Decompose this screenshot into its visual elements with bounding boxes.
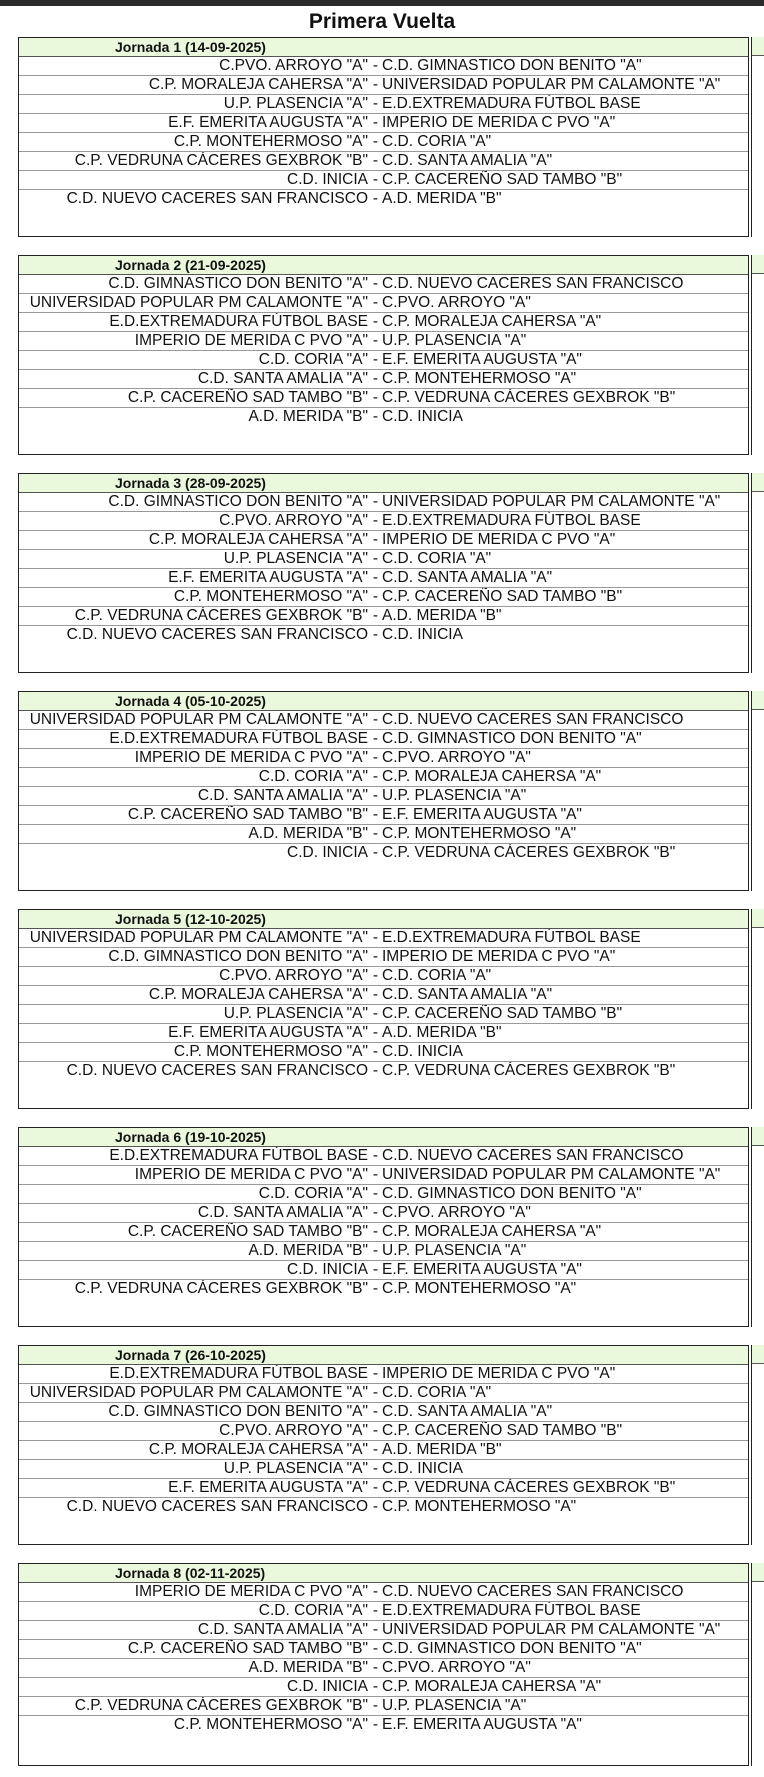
away-team: C.P. VEDRUNA CÁCERES GEXBROK "B"	[382, 844, 676, 861]
match-row	[19, 1223, 748, 1242]
home-team: C.P. MORALEJA CAHERSA "A"	[148, 76, 368, 93]
match-separator: -	[372, 787, 379, 804]
match-separator: -	[372, 588, 379, 605]
match-separator: -	[372, 730, 379, 747]
match-row	[19, 351, 748, 370]
match-separator: -	[372, 190, 379, 207]
cropped-table-header	[752, 1127, 764, 1146]
match-row	[19, 1365, 748, 1384]
match-row	[19, 512, 748, 531]
home-team: U.P. PLASENCIA "A"	[223, 1005, 368, 1022]
match-separator: -	[372, 1659, 379, 1676]
away-team: C.D. SANTA AMALIA "A"	[382, 569, 553, 586]
jornada-table	[18, 691, 749, 891]
match-row	[19, 967, 748, 986]
home-team: C.D. CORIA "A"	[258, 1602, 368, 1619]
match-row	[19, 550, 748, 569]
home-team: C.D. INICIA	[287, 1261, 368, 1278]
away-team: C.P. VEDRUNA CÁCERES GEXBROK "B"	[382, 1062, 676, 1079]
match-row	[19, 1640, 748, 1659]
jornada-header: Jornada 6 (19-10-2025)	[19, 1128, 748, 1147]
match-row	[19, 844, 748, 862]
match-row	[19, 588, 748, 607]
jornada-header: Jornada 7 (26-10-2025)	[19, 1346, 748, 1365]
home-team: C.P. MONTEHERMOSO "A"	[173, 1043, 368, 1060]
cropped-adjacent-table	[751, 909, 764, 1109]
home-team: E.F. EMERITA AUGUSTA "A"	[168, 114, 368, 131]
match-row	[19, 1697, 748, 1716]
home-team: E.D.EXTREMADURA FÚTBOL BASE	[109, 1147, 368, 1164]
match-row	[19, 806, 748, 825]
match-row	[19, 1043, 748, 1062]
match-separator: -	[372, 1365, 379, 1382]
away-team: A.D. MERIDA "B"	[382, 1024, 502, 1041]
match-separator: -	[372, 275, 379, 292]
away-team: E.D.EXTREMADURA FÚTBOL BASE	[382, 95, 641, 112]
match-separator: -	[372, 967, 379, 984]
away-team: E.F. EMERITA AUGUSTA "A"	[382, 806, 582, 823]
match-row	[19, 1498, 748, 1516]
match-separator: -	[372, 152, 379, 169]
match-row	[19, 1242, 748, 1261]
match-separator: -	[372, 171, 379, 188]
home-team: IMPERIO DE MERIDA C PVO "A"	[134, 749, 368, 766]
home-team: C.P. VEDRUNA CÁCERES GEXBROK "B"	[74, 607, 368, 624]
match-separator: -	[372, 1697, 379, 1714]
match-separator: -	[372, 57, 379, 74]
away-team: C.D. NUEVO CACERES SAN FRANCISCO	[382, 1147, 684, 1164]
away-team: U.P. PLASENCIA "A"	[382, 1697, 527, 1714]
match-separator: -	[372, 351, 379, 368]
home-team: C.D. NUEVO CACERES SAN FRANCISCO	[66, 190, 368, 207]
home-team: A.D. MERIDA "B"	[248, 1659, 368, 1676]
match-separator: -	[372, 1602, 379, 1619]
away-team: C.P. MONTEHERMOSO "A"	[382, 370, 577, 387]
away-team: IMPERIO DE MERIDA C PVO "A"	[382, 114, 616, 131]
home-team: UNIVERSIDAD POPULAR PM CALAMONTE "A"	[29, 711, 368, 728]
home-team: UNIVERSIDAD POPULAR PM CALAMONTE "A"	[29, 929, 368, 946]
home-team: A.D. MERIDA "B"	[248, 825, 368, 842]
cropped-table-header	[752, 691, 764, 710]
match-separator: -	[372, 1043, 379, 1060]
cropped-table-header	[752, 37, 764, 56]
home-team: C.P. MORALEJA CAHERSA "A"	[148, 531, 368, 548]
home-team: C.D. NUEVO CACERES SAN FRANCISCO	[66, 1498, 368, 1515]
home-team: C.D. CORIA "A"	[258, 1185, 368, 1202]
away-team: C.D. INICIA	[382, 1460, 463, 1477]
away-team: C.D. GIMNASTICO DON BENITO "A"	[382, 730, 642, 747]
match-row	[19, 787, 748, 806]
match-separator: -	[372, 1166, 379, 1183]
jornada-header: Jornada 3 (28-09-2025)	[19, 474, 748, 493]
home-team: C.P. MONTEHERMOSO "A"	[173, 588, 368, 605]
match-row	[19, 1716, 748, 1734]
match-separator: -	[372, 1583, 379, 1600]
away-team: UNIVERSIDAD POPULAR PM CALAMONTE "A"	[382, 1166, 721, 1183]
match-separator: -	[372, 1384, 379, 1401]
away-team: E.D.EXTREMADURA FÚTBOL BASE	[382, 929, 641, 946]
match-separator: -	[372, 95, 379, 112]
jornada-table	[18, 909, 749, 1109]
away-team: C.D. CORIA "A"	[382, 1384, 492, 1401]
home-team: UNIVERSIDAD POPULAR PM CALAMONTE "A"	[29, 1384, 368, 1401]
match-separator: -	[372, 1422, 379, 1439]
home-team: E.F. EMERITA AUGUSTA "A"	[168, 1024, 368, 1041]
match-row	[19, 171, 748, 190]
home-team: C.D. NUEVO CACERES SAN FRANCISCO	[66, 1062, 368, 1079]
cropped-adjacent-table	[751, 255, 764, 455]
match-separator: -	[372, 1005, 379, 1022]
cropped-table-header	[752, 255, 764, 274]
cropped-table-header	[752, 1563, 764, 1582]
match-separator: -	[372, 332, 379, 349]
match-row	[19, 332, 748, 351]
match-separator: -	[372, 1204, 379, 1221]
away-team: C.D. GIMNASTICO DON BENITO "A"	[382, 57, 642, 74]
jornada-header: Jornada 1 (14-09-2025)	[19, 38, 748, 57]
match-separator: -	[372, 1147, 379, 1164]
away-team: C.P. CACEREÑO SAD TAMBO "B"	[382, 1005, 623, 1022]
match-row	[19, 152, 748, 171]
away-team: UNIVERSIDAD POPULAR PM CALAMONTE "A"	[382, 76, 721, 93]
cropped-adjacent-table	[751, 473, 764, 673]
match-row	[19, 1185, 748, 1204]
match-separator: -	[372, 806, 379, 823]
home-team: U.P. PLASENCIA "A"	[223, 1460, 368, 1477]
home-team: C.D. INICIA	[287, 1678, 368, 1695]
match-row	[19, 493, 748, 512]
match-separator: -	[372, 1716, 379, 1733]
match-row	[19, 1403, 748, 1422]
jornada-table	[18, 1127, 749, 1327]
match-separator: -	[372, 1479, 379, 1496]
match-row	[19, 1005, 748, 1024]
match-separator: -	[372, 569, 379, 586]
match-row	[19, 1583, 748, 1602]
cropped-adjacent-table	[751, 691, 764, 891]
match-separator: -	[372, 76, 379, 93]
match-separator: -	[372, 408, 379, 425]
away-team: C.D. INICIA	[382, 626, 463, 643]
away-team: U.P. PLASENCIA "A"	[382, 332, 527, 349]
away-team: E.D.EXTREMADURA FÚTBOL BASE	[382, 1602, 641, 1619]
match-row	[19, 711, 748, 730]
match-separator: -	[372, 389, 379, 406]
home-team: C.P. CACEREÑO SAD TAMBO "B"	[127, 806, 368, 823]
away-team: C.P. CACEREÑO SAD TAMBO "B"	[382, 1422, 623, 1439]
match-row	[19, 1602, 748, 1621]
away-team: C.D. NUEVO CACERES SAN FRANCISCO	[382, 711, 684, 728]
home-team: C.P. VEDRUNA CÁCERES GEXBROK "B"	[74, 1280, 368, 1297]
away-team: C.D. CORIA "A"	[382, 550, 492, 567]
match-separator: -	[372, 1280, 379, 1297]
home-team: A.D. MERIDA "B"	[248, 408, 368, 425]
away-team: C.D. NUEVO CACERES SAN FRANCISCO	[382, 1583, 684, 1600]
match-row	[19, 1204, 748, 1223]
match-row	[19, 1261, 748, 1280]
away-team: E.D.EXTREMADURA FÚTBOL BASE	[382, 512, 641, 529]
home-team: IMPERIO DE MERIDA C PVO "A"	[134, 1583, 368, 1600]
away-team: C.P. MONTEHERMOSO "A"	[382, 1498, 577, 1515]
match-row	[19, 133, 748, 152]
match-row	[19, 313, 748, 332]
home-team: C.D. INICIA	[287, 844, 368, 861]
home-team: C.P. MONTEHERMOSO "A"	[173, 133, 368, 150]
home-team: C.D. GIMNASTICO DON BENITO "A"	[108, 275, 368, 292]
home-team: C.PVO. ARROYO "A"	[219, 1422, 368, 1439]
jornada-header: Jornada 2 (21-09-2025)	[19, 256, 748, 275]
match-separator: -	[372, 1403, 379, 1420]
match-row	[19, 825, 748, 844]
home-team: U.P. PLASENCIA "A"	[223, 95, 368, 112]
match-row	[19, 1460, 748, 1479]
home-team: C.D. GIMNASTICO DON BENITO "A"	[108, 493, 368, 510]
away-team: C.P. VEDRUNA CÁCERES GEXBROK "B"	[382, 1479, 676, 1496]
match-separator: -	[372, 1441, 379, 1458]
jornada-table	[18, 255, 749, 455]
match-separator: -	[372, 1678, 379, 1695]
page-title: Primera Vuelta	[308, 10, 456, 33]
cropped-adjacent-table	[751, 37, 764, 237]
away-team: C.P. CACEREÑO SAD TAMBO "B"	[382, 588, 623, 605]
match-row	[19, 607, 748, 626]
home-team: C.PVO. ARROYO "A"	[219, 967, 368, 984]
away-team: IMPERIO DE MERIDA C PVO "A"	[382, 531, 616, 548]
away-team: U.P. PLASENCIA "A"	[382, 787, 527, 804]
away-team: C.D. SANTA AMALIA "A"	[382, 1403, 553, 1420]
jornada-table	[18, 473, 749, 673]
away-team: C.PVO. ARROYO "A"	[382, 294, 531, 311]
cropped-adjacent-table	[751, 1127, 764, 1327]
match-row	[19, 190, 748, 208]
home-team: E.D.EXTREMADURA FÚTBOL BASE	[109, 730, 368, 747]
match-separator: -	[372, 711, 379, 728]
match-row	[19, 1384, 748, 1403]
away-team: C.PVO. ARROYO "A"	[382, 749, 531, 766]
match-separator: -	[372, 1460, 379, 1477]
away-team: A.D. MERIDA "B"	[382, 607, 502, 624]
home-team: C.P. MONTEHERMOSO "A"	[173, 1716, 368, 1733]
match-row	[19, 929, 748, 948]
match-row	[19, 114, 748, 133]
home-team: C.D. SANTA AMALIA "A"	[197, 1621, 368, 1638]
match-separator: -	[372, 825, 379, 842]
away-team: E.F. EMERITA AUGUSTA "A"	[382, 1716, 582, 1733]
match-separator: -	[372, 1223, 379, 1240]
match-row	[19, 730, 748, 749]
home-team: UNIVERSIDAD POPULAR PM CALAMONTE "A"	[29, 294, 368, 311]
home-team: C.D. SANTA AMALIA "A"	[197, 1204, 368, 1221]
home-team: E.D.EXTREMADURA FÚTBOL BASE	[109, 1365, 368, 1382]
match-row	[19, 1166, 748, 1185]
cropped-table-header	[752, 473, 764, 492]
match-row	[19, 749, 748, 768]
away-team: C.P. MORALEJA CAHERSA "A"	[382, 1678, 602, 1695]
match-separator: -	[372, 1062, 379, 1079]
home-team: C.P. CACEREÑO SAD TAMBO "B"	[127, 389, 368, 406]
jornada-header: Jornada 5 (12-10-2025)	[19, 910, 748, 929]
home-team: C.D. NUEVO CACERES SAN FRANCISCO	[66, 626, 368, 643]
match-separator: -	[372, 493, 379, 510]
match-separator: -	[372, 929, 379, 946]
home-team: C.PVO. ARROYO "A"	[219, 57, 368, 74]
match-separator: -	[372, 1621, 379, 1638]
jornada-header: Jornada 4 (05-10-2025)	[19, 692, 748, 711]
home-team: IMPERIO DE MERIDA C PVO "A"	[134, 332, 368, 349]
home-team: E.D.EXTREMADURA FÚTBOL BASE	[109, 313, 368, 330]
away-team: C.P. VEDRUNA CÁCERES GEXBROK "B"	[382, 389, 676, 406]
match-row	[19, 569, 748, 588]
match-separator: -	[372, 1242, 379, 1259]
away-team: IMPERIO DE MERIDA C PVO "A"	[382, 948, 616, 965]
match-row	[19, 768, 748, 787]
away-team: UNIVERSIDAD POPULAR PM CALAMONTE "A"	[382, 493, 721, 510]
match-separator: -	[372, 948, 379, 965]
away-team: C.D. INICIA	[382, 408, 463, 425]
match-row	[19, 370, 748, 389]
home-team: C.D. INICIA	[287, 171, 368, 188]
home-team: C.D. GIMNASTICO DON BENITO "A"	[108, 1403, 368, 1420]
match-separator: -	[372, 313, 379, 330]
match-separator: -	[372, 844, 379, 861]
top-edge-bar	[0, 0, 764, 6]
match-separator: -	[372, 133, 379, 150]
match-row	[19, 1422, 748, 1441]
away-team: C.D. INICIA	[382, 1043, 463, 1060]
match-separator: -	[372, 1185, 379, 1202]
match-row	[19, 626, 748, 644]
jornada-table	[18, 37, 749, 237]
home-team: C.PVO. ARROYO "A"	[219, 512, 368, 529]
home-team: A.D. MERIDA "B"	[248, 1242, 368, 1259]
match-separator: -	[372, 1261, 379, 1278]
match-row	[19, 408, 748, 426]
match-separator: -	[372, 370, 379, 387]
away-team: U.P. PLASENCIA "A"	[382, 1242, 527, 1259]
away-team: C.D. SANTA AMALIA "A"	[382, 152, 553, 169]
home-team: E.F. EMERITA AUGUSTA "A"	[168, 569, 368, 586]
match-row	[19, 275, 748, 294]
away-team: A.D. MERIDA "B"	[382, 190, 502, 207]
match-row	[19, 76, 748, 95]
home-team: C.P. MORALEJA CAHERSA "A"	[148, 986, 368, 1003]
home-team: C.P. VEDRUNA CÁCERES GEXBROK "B"	[74, 1697, 368, 1714]
match-row	[19, 1147, 748, 1166]
home-team: C.D. GIMNASTICO DON BENITO "A"	[108, 948, 368, 965]
match-separator: -	[372, 294, 379, 311]
match-separator: -	[372, 114, 379, 131]
cropped-table-header	[752, 1345, 764, 1364]
match-separator: -	[372, 749, 379, 766]
match-row	[19, 1062, 748, 1080]
away-team: C.P. CACEREÑO SAD TAMBO "B"	[382, 171, 623, 188]
home-team: C.D. CORIA "A"	[258, 768, 368, 785]
match-row	[19, 95, 748, 114]
match-row	[19, 294, 748, 313]
home-team: C.D. CORIA "A"	[258, 351, 368, 368]
away-team: C.P. MORALEJA CAHERSA "A"	[382, 313, 602, 330]
away-team: C.D. SANTA AMALIA "A"	[382, 986, 553, 1003]
match-separator: -	[372, 1640, 379, 1657]
away-team: C.D. GIMNASTICO DON BENITO "A"	[382, 1640, 642, 1657]
away-team: C.D. CORIA "A"	[382, 967, 492, 984]
away-team: UNIVERSIDAD POPULAR PM CALAMONTE "A"	[382, 1621, 721, 1638]
match-row	[19, 948, 748, 967]
away-team: C.D. CORIA "A"	[382, 133, 492, 150]
jornada-header: Jornada 8 (02-11-2025)	[19, 1564, 748, 1583]
match-separator: -	[372, 550, 379, 567]
match-row	[19, 1479, 748, 1498]
match-separator: -	[372, 531, 379, 548]
match-row	[19, 1024, 748, 1043]
home-team: U.P. PLASENCIA "A"	[223, 550, 368, 567]
away-team: C.PVO. ARROYO "A"	[382, 1204, 531, 1221]
home-team: C.P. CACEREÑO SAD TAMBO "B"	[127, 1223, 368, 1240]
jornada-table	[18, 1563, 749, 1766]
match-separator: -	[372, 768, 379, 785]
match-row	[19, 531, 748, 550]
match-row	[19, 57, 748, 76]
home-team: C.D. SANTA AMALIA "A"	[197, 787, 368, 804]
home-team: C.P. VEDRUNA CÁCERES GEXBROK "B"	[74, 152, 368, 169]
match-separator: -	[372, 1498, 379, 1515]
cropped-adjacent-table	[751, 1345, 764, 1545]
match-row	[19, 1621, 748, 1640]
home-team: C.P. CACEREÑO SAD TAMBO "B"	[127, 1640, 368, 1657]
match-row	[19, 1678, 748, 1697]
home-team: E.F. EMERITA AUGUSTA "A"	[168, 1479, 368, 1496]
away-team: E.F. EMERITA AUGUSTA "A"	[382, 351, 582, 368]
match-row	[19, 1280, 748, 1298]
away-team: A.D. MERIDA "B"	[382, 1441, 502, 1458]
away-team: C.P. MONTEHERMOSO "A"	[382, 1280, 577, 1297]
home-team: C.D. SANTA AMALIA "A"	[197, 370, 368, 387]
match-separator: -	[372, 607, 379, 624]
away-team: C.D. GIMNASTICO DON BENITO "A"	[382, 1185, 642, 1202]
match-separator: -	[372, 512, 379, 529]
home-team: IMPERIO DE MERIDA C PVO "A"	[134, 1166, 368, 1183]
cropped-adjacent-table	[751, 1563, 764, 1766]
away-team: C.P. MONTEHERMOSO "A"	[382, 825, 577, 842]
home-team: C.P. MORALEJA CAHERSA "A"	[148, 1441, 368, 1458]
away-team: E.F. EMERITA AUGUSTA "A"	[382, 1261, 582, 1278]
cropped-table-header	[752, 909, 764, 928]
away-team: C.D. NUEVO CACERES SAN FRANCISCO	[382, 275, 684, 292]
away-team: C.P. MORALEJA CAHERSA "A"	[382, 1223, 602, 1240]
away-team: IMPERIO DE MERIDA C PVO "A"	[382, 1365, 616, 1382]
away-team: C.P. MORALEJA CAHERSA "A"	[382, 768, 602, 785]
match-separator: -	[372, 986, 379, 1003]
match-row	[19, 986, 748, 1005]
match-row	[19, 1441, 748, 1460]
match-row	[19, 1659, 748, 1678]
match-separator: -	[372, 1024, 379, 1041]
jornada-table	[18, 1345, 749, 1545]
away-team: C.PVO. ARROYO "A"	[382, 1659, 531, 1676]
match-separator: -	[372, 626, 379, 643]
match-row	[19, 389, 748, 408]
